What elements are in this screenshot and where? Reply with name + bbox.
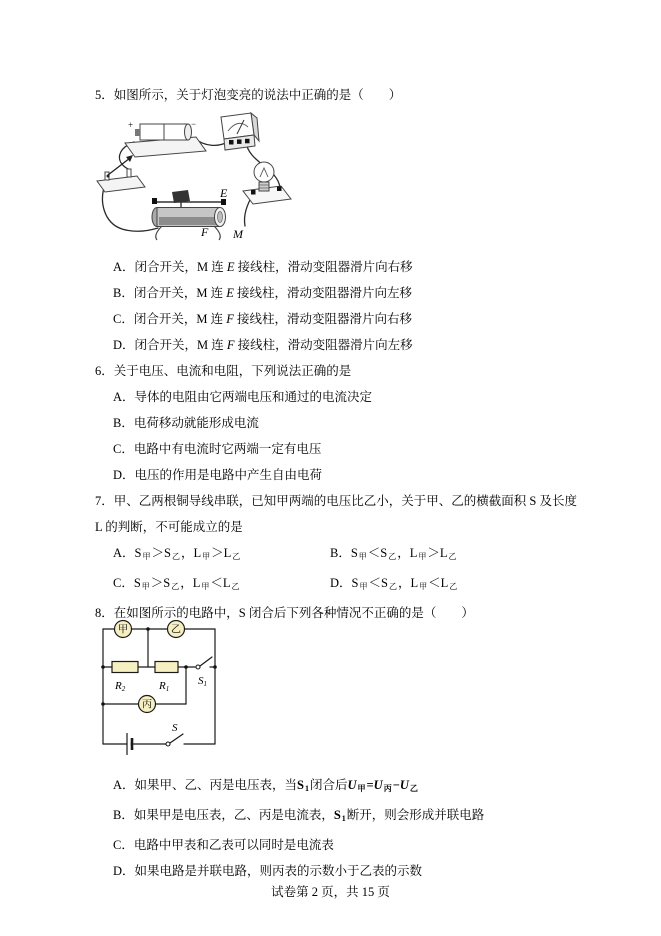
- meter-bing-label: 丙: [142, 699, 152, 711]
- q6-option-d: D．电压的作用是电路中产生自由电荷: [113, 468, 323, 482]
- switch-s-label: S: [172, 722, 178, 734]
- q5-option-b: B．闭合开关，M 连 E 接线柱，滑动变阻器滑片向左移: [113, 286, 412, 300]
- paper-content: [95, 82, 575, 884]
- meter-yi-label: 乙: [171, 624, 181, 636]
- q8-option-c: C．电路中甲表和乙表可以同时是电流表: [113, 838, 334, 852]
- q8-option-d: D．如果电路是并联电路，则丙表的示数小于乙表的示数: [113, 864, 423, 878]
- q6-option-b: B．电荷移动就能形成电流: [113, 416, 259, 430]
- q7-option-d: D．S甲＜S乙，L甲＜L乙: [330, 576, 458, 591]
- meter-jia: [115, 621, 132, 638]
- meter-yi: [168, 621, 185, 638]
- q8-circuit-diagram: [95, 620, 240, 765]
- switch-s1: [196, 657, 212, 688]
- q7-options: [113, 540, 575, 600]
- resistor-r2-label: R2: [115, 680, 126, 693]
- meter-bing: [139, 696, 156, 713]
- rheostat: [152, 186, 228, 240]
- q7-option-c: C．S甲＞S乙，L甲＜L乙: [113, 576, 240, 591]
- switch: [97, 155, 145, 192]
- q8-stem: 8．在如图所示的电路中，S 闭合后下列各种情况不正确的是（ ）: [95, 606, 474, 620]
- q7-option-b: B．S甲＜S乙，L甲＞L乙: [330, 546, 457, 561]
- switch-s: [166, 722, 183, 746]
- resistor-r1: [155, 662, 178, 694]
- q5-stem: 5．如图所示，关于灯泡变亮的说法中正确的是（ ）: [95, 88, 402, 102]
- lamp: [243, 162, 291, 204]
- q5-option-a: A．闭合开关，M 连 E 接线柱，滑动变阻器滑片向右移: [113, 260, 413, 274]
- q6-option-a: A．导体的电阻由它两端电压和通过的电流决定: [113, 390, 373, 404]
- q5-option-c: C．闭合开关，M 连 F 接线柱，滑动变阻器滑片向右移: [113, 312, 412, 326]
- terminal-e-label: E: [220, 186, 228, 200]
- battery-symbol: [127, 733, 132, 755]
- q5-option-d: D．闭合开关，M 连 F 接线柱，滑动变阻器滑片向左移: [113, 338, 413, 352]
- q6-option-c: C．电路中有电流时它两端一定有电压: [113, 442, 322, 456]
- q5-circuit-photo-figure: [95, 110, 335, 248]
- battery-minus-label: −: [191, 119, 197, 129]
- battery-pack: [125, 119, 206, 157]
- switch-s1-label: S1: [198, 675, 207, 688]
- q7-option-a: A．S甲＞S乙，L甲＞L乙: [113, 546, 241, 561]
- terminal-f-label: F: [201, 225, 209, 239]
- q8-option-a: A．如果甲、乙、丙是电压表，当S1闭合后U甲=U丙−U乙: [113, 778, 418, 793]
- resistor-r1-label: R1: [159, 680, 170, 693]
- meter: [221, 113, 259, 150]
- q7-stem: 7．甲、乙两根铜导线串联，已知甲两端的电压比乙小，关于甲、乙的横截面积 S 及长度 L 的判断，不可能成立的是: [95, 494, 577, 534]
- q8-option-b: B．如果甲是电压表，乙、丙是电流表，S1断开，则会形成并联电路: [113, 808, 485, 823]
- wire-m-label: M: [233, 227, 243, 241]
- q6-stem: 6．关于电压、电流和电阻，下列说法正确的是: [95, 364, 352, 378]
- resistor-r2: [112, 662, 138, 694]
- battery-plus-label: +: [128, 120, 134, 130]
- meter-jia-label: 甲: [118, 624, 128, 636]
- page-footer: 试卷第 2 页，共 15 页: [271, 885, 390, 899]
